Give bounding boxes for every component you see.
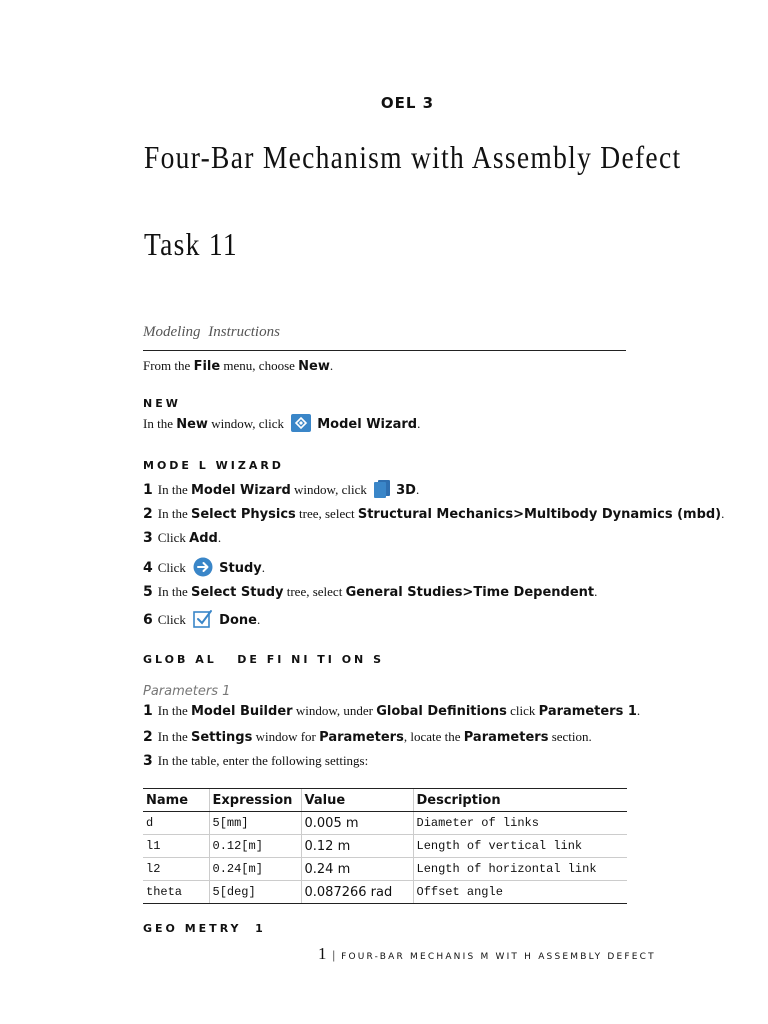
cell-name: l1 — [143, 835, 209, 858]
section-rule — [143, 350, 626, 351]
cell-description: Length of horizontal link — [413, 858, 627, 881]
cell-description: Length of vertical link — [413, 835, 627, 858]
study-arrow-icon — [193, 557, 213, 581]
cell-description: Diameter of links — [413, 812, 627, 835]
model-wizard-step-2: 2 In the Select Physics tree, select Structural Mechanics>Multibody Dynamics (mbd). — [143, 506, 725, 522]
page-number: 1 — [318, 944, 327, 963]
cell-name: l2 — [143, 858, 209, 881]
footer-separator: | — [332, 947, 336, 962]
cell-description: Offset angle — [413, 881, 627, 904]
done-checkbox-icon — [193, 609, 213, 633]
intro-paragraph: From the File menu, choose New. — [143, 358, 334, 374]
cell-expression: 0.12[m] — [209, 835, 301, 858]
parameters-table — [143, 788, 627, 904]
table-header-row — [143, 789, 627, 812]
model-wizard-section-heading: MODE L WIZARD — [143, 459, 284, 472]
document-title: Four-Bar Mechanism with Assembly Defect — [144, 139, 682, 175]
model-wizard-step-6: 6 Click Done. — [143, 609, 260, 633]
column-header-name: Name — [143, 789, 209, 812]
model-wizard-step-4: 4 Click Study. — [143, 557, 265, 581]
global-definitions-step-1: 1 In the Model Builder window, under Global Definitions click Parameters 1. — [143, 703, 641, 719]
cell-expression: 0.24[m] — [209, 858, 301, 881]
column-header-description: Description — [413, 789, 627, 812]
model-wizard-icon — [291, 414, 311, 436]
new-instruction: In the New window, click Model Wizard. — [143, 414, 420, 436]
model-wizard-step-3: 3 Click Add. — [143, 530, 222, 546]
column-header-expression: Expression — [209, 789, 301, 812]
new-section-heading: NEW — [143, 397, 181, 410]
table-row — [143, 812, 627, 835]
model-wizard-step-5: 5 In the Select Study tree, select General Studies>Time Dependent. — [143, 584, 598, 600]
task-heading: Task 11 — [144, 226, 238, 262]
global-definitions-step-2: 2 In the Settings window for Parameters, locate the Parameters section. — [143, 729, 592, 745]
cell-value: 0.24 m — [301, 858, 413, 881]
table-row — [143, 835, 627, 858]
model-wizard-step-1: 1 In the Model Wizard window, click 3D. — [143, 480, 419, 502]
geometry-section-heading: GEO METRY 1 — [143, 922, 266, 935]
cell-value: 0.005 m — [301, 812, 413, 835]
parameters-subheading: Parameters 1 — [143, 684, 231, 699]
table-row — [143, 858, 627, 881]
cell-name: theta — [143, 881, 209, 904]
table-row — [143, 881, 627, 904]
cell-expression: 5[deg] — [209, 881, 301, 904]
global-definitions-heading: GLOB AL DE FI NI TI ON S — [143, 653, 384, 666]
column-header-value: Value — [301, 789, 413, 812]
global-definitions-step-3: 3 In the table, enter the following settings: — [143, 753, 369, 769]
page-footer — [318, 944, 656, 964]
cell-value: 0.12 m — [301, 835, 413, 858]
footer-title: FOUR-BAR MECHANIS M WIT H ASSEMBLY DEFECT — [341, 952, 656, 962]
3d-icon — [374, 480, 390, 502]
cell-value: 0.087266 rad — [301, 881, 413, 904]
cell-name: d — [143, 812, 209, 835]
cell-expression: 5[mm] — [209, 812, 301, 835]
modeling-instructions-heading: Modeling Instructions — [143, 324, 280, 340]
document-code: OEL 3 — [380, 94, 435, 112]
